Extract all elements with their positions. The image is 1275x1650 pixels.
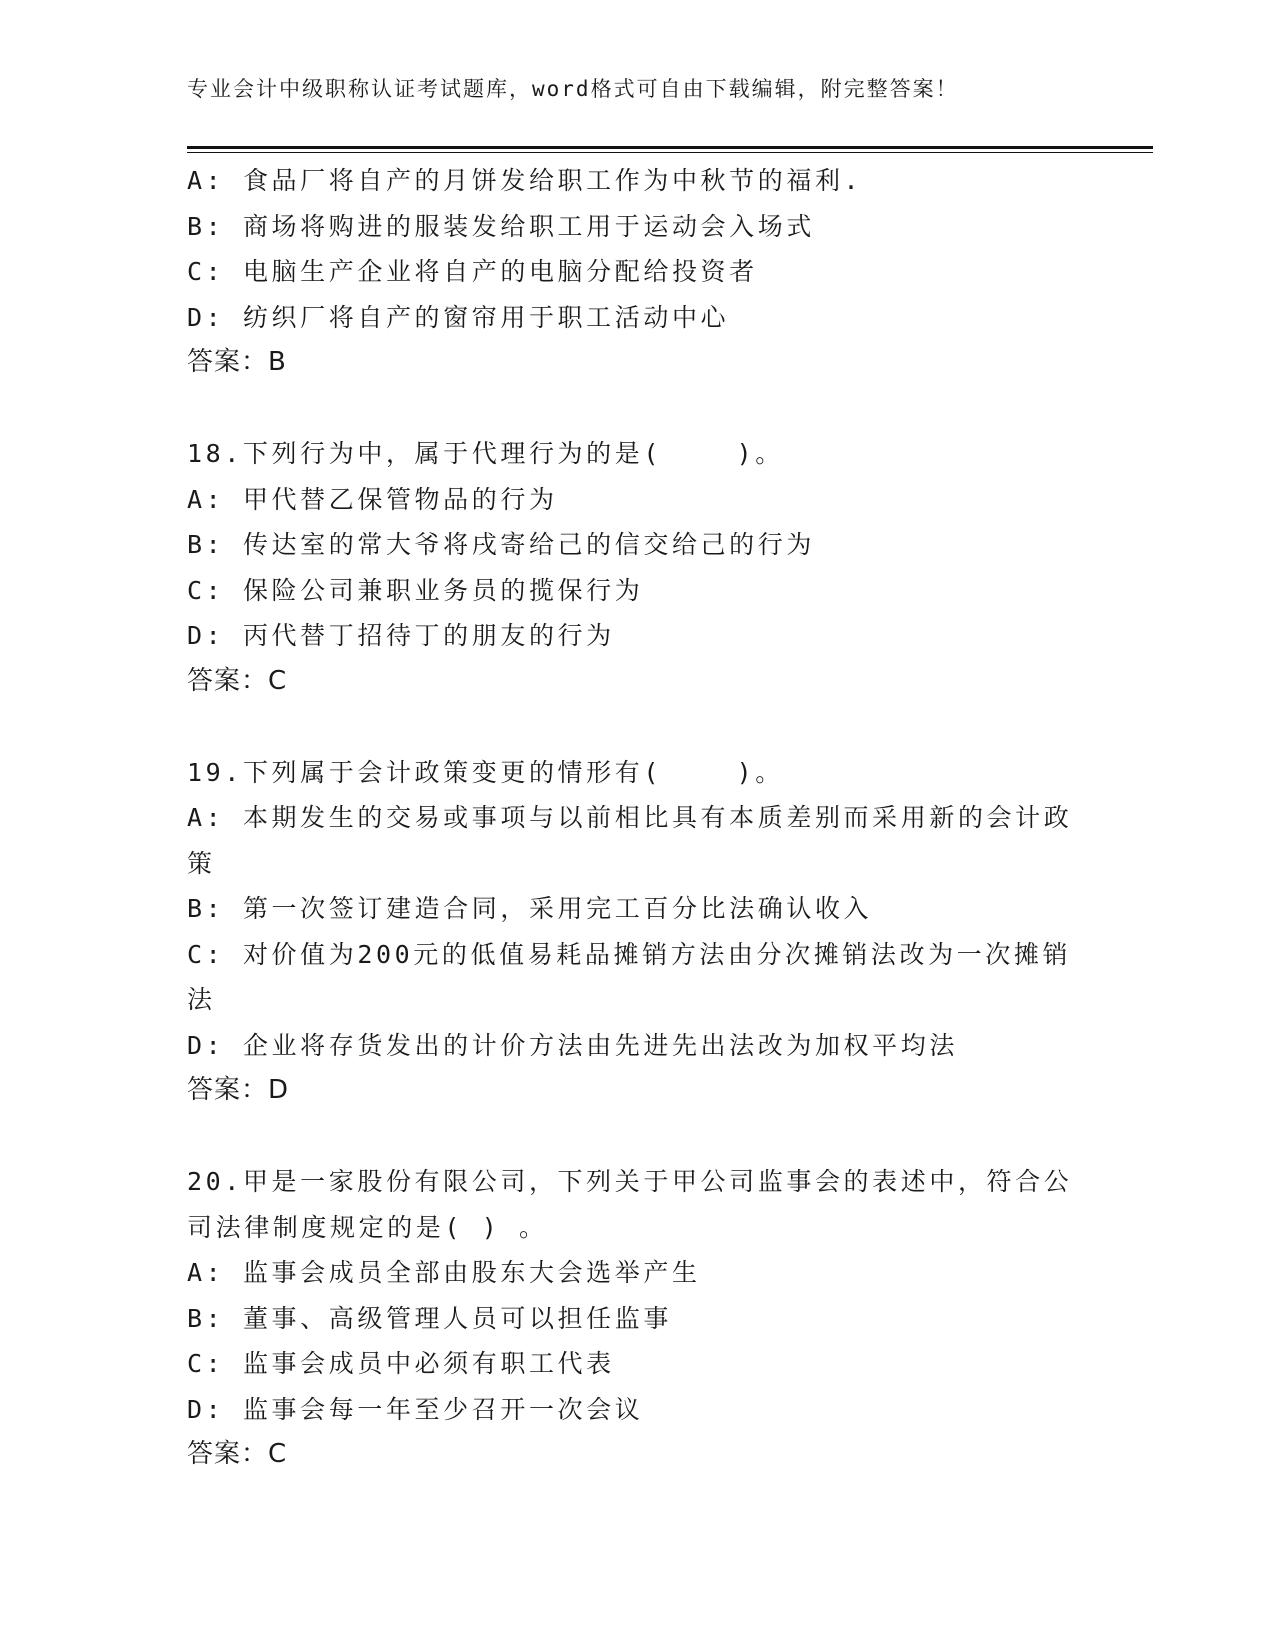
q19-option-c-line2: 法 <box>187 985 216 1014</box>
q19-option-a-line2: 策 <box>187 848 216 878</box>
header-rule-thin <box>187 152 1153 153</box>
q18-question: 18.下列行为中，属于代理行为的是( )。 <box>187 439 784 468</box>
q20-option-d: D: 监事会每一年至少召开一次会议 <box>187 1394 644 1424</box>
q20-option-b: B: 董事、高级管理人员可以担任监事 <box>187 1303 672 1333</box>
q17-answer: 答案：B <box>187 347 287 377</box>
q19-option-d: D: 企业将存货发出的计价方法由先进先出法改为加权平均法 <box>187 1030 958 1060</box>
q18-option-c: C: 保险公司兼职业务员的揽保行为 <box>187 575 644 605</box>
question-list <box>187 158 1087 1478</box>
q17-option-a: A: 食品厂将自产的月饼发给职工作为中秋节的福利. <box>187 166 863 195</box>
question-19-block <box>187 750 1087 1114</box>
q17-option-d: D: 纺织厂将自产的窗帘用于职工活动中心 <box>187 302 730 332</box>
q17-option-b: B: 商场将购进的服装发给职工用于运动会入场式 <box>187 211 815 241</box>
q20-answer: 答案：C <box>187 1439 288 1469</box>
page-header: 专业会计中级职称认证考试题库，word格式可自由下载编辑，附完整答案！ <box>187 77 959 101</box>
q19-option-a-line1: A: 本期发生的交易或事项与以前相比具有本质差别而采用新的会计政 <box>187 803 1073 832</box>
q20-question-line1: 20.甲是一家股份有限公司，下列关于甲公司监事会的表述中，符合公 <box>187 1167 1073 1196</box>
q18-option-d: D: 丙代替丁招待丁的朋友的行为 <box>187 621 615 650</box>
q19-question: 19.下列属于会计政策变更的情形有( )。 <box>187 757 784 787</box>
q19-option-c-line1: C: 对价值为200元的低值易耗品摊销方法由分次摊销法改为一次摊销 <box>187 939 1072 969</box>
header-rule-thick <box>187 146 1153 149</box>
question-17-block <box>187 158 1087 386</box>
q20-question-line2: 司法律制度规定的是( ) 。 <box>187 1212 548 1242</box>
question-20-block <box>187 1159 1087 1478</box>
spacer <box>187 386 1087 432</box>
q18-option-a: A: 甲代替乙保管物品的行为 <box>187 484 558 514</box>
q17-option-c: C: 电脑生产企业将自产的电脑分配给投资者 <box>187 257 758 286</box>
spacer <box>187 704 1087 750</box>
q19-answer: 答案：D <box>187 1075 290 1105</box>
q20-option-c: C: 监事会成员中必须有职工代表 <box>187 1349 615 1378</box>
q19-option-b: B: 第一次签订建造合同，采用完工百分比法确认收入 <box>187 894 873 923</box>
q18-option-b: B: 传达室的常大爷将戌寄给己的信交给己的行为 <box>187 530 815 559</box>
q18-answer: 答案：C <box>187 665 288 696</box>
spacer <box>187 1114 1087 1160</box>
question-18-block <box>187 431 1087 704</box>
q20-option-a: A: 监事会成员全部由股东大会选举产生 <box>187 1258 701 1287</box>
